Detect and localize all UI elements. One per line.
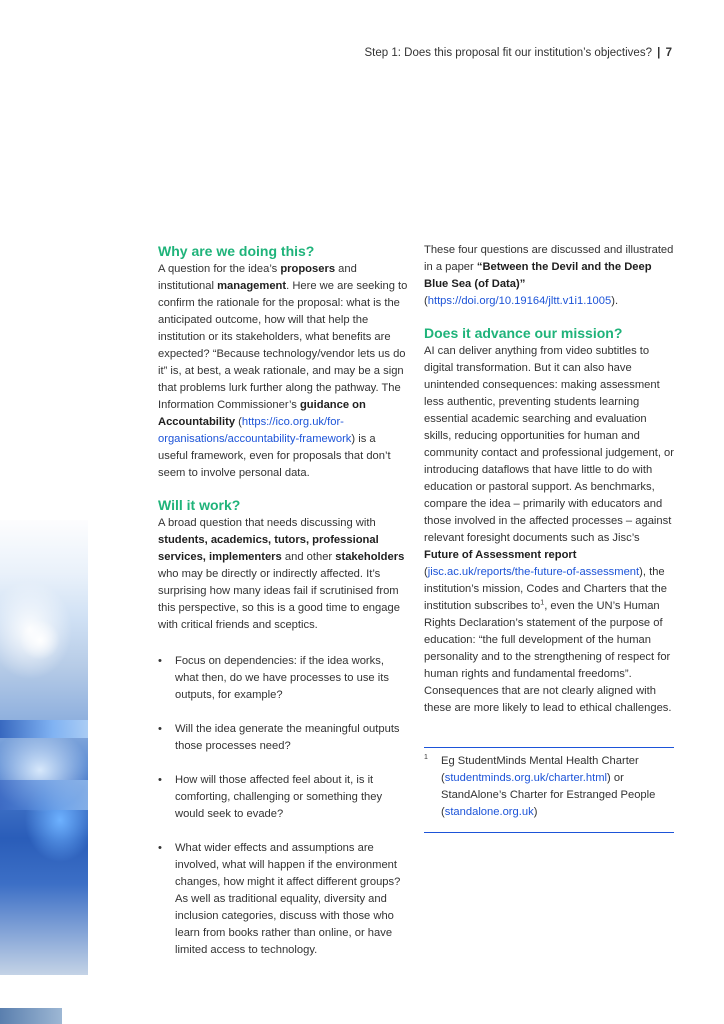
doi-link[interactable]: https://doi.org/10.19164/jltt.v1i1.1005 [427,295,612,307]
decorative-photo [0,520,88,975]
header-title: Step 1: Does this proposal fit our institution’s objectives? [364,47,652,59]
list-item: • Will the idea generate the meaningful outputs those processes need? [158,721,408,755]
footnote-text: Eg StudentMinds Mental Health Charter (studentminds.org.uk/charter.html) or StandAlone’s Charter for Estranged People (standalone.org.uk) [441,755,656,818]
why-paragraph: A question for the idea’s proposers and institutional management. Here we are seeking to confirm the rationale for the proposal: what is the anticipated outcome, how will that help the institution or its stakeholders, what benefits are expected? “Because technology/vendor lets us do it” is, at best, a weak rationale, and may be a sign that problems lurk further along the pathway. The Information Commissioner’s guidance on Accountability (https://ico.org.uk/for-organisations/accountability-framework) is a useful framework, even for proposals that don’t seem to involve personal data. [158,263,408,479]
mission-paragraph: AI can deliver anything from video subtitles to digital transformation. But it can also have unintended consequences: making assessment less authentic, preventing students learning essential academic searching and evaluation skills, reducing opportunities for human and community contact and professional judgement, or introducing dataflows that have little to do with education or pastoral support. As benchmarks, compare the idea – primarily with educators and those involved in the affected processes – against relevant foresight documents such as Jisc’s Future of Assessment report (jisc.ac.uk/reports/the-future-of-assessment), the institution’s mission, Codes and Charters that the institution subscribes $to^1$, even the UN’s Human Rights Declaration’s statement of the purpose of education: “the full development of the human personality and to the strengthening of respect for human rights and fundamental freedoms”. Consequences that are not clearly aligned with these are more likely to lead to ethical challenges. [424,345,674,714]
heading-will-it-work: Will it work? [158,497,241,513]
footnote-ref[interactable]: 1 [540,599,545,607]
footnote [424,747,674,833]
standalone-link[interactable]: standalone.org.uk [444,806,534,818]
question-list [158,653,408,959]
ico-link[interactable]: https://ico.org.uk/for-organisations/accountability-framework [158,416,352,445]
right-column [424,242,674,833]
heading-why: Why are we doing this? [158,243,315,259]
will-it-work-paragraph: A broad question that needs discussing with students, academics, tutors, professional services, implementers and other stakeholders who may be directly or indirectly affected. It’s surprising how many ideas fail if scrutinised from this perspective, so this is a good time to engage with critical friends and sceptics. [158,517,405,631]
list-item: • How will those affected feel about it, is it comforting, challenging or something they would seek to evade? [158,772,408,823]
decorative-photo-bottom [0,1008,62,1024]
header-separator: | [657,47,661,59]
jisc-link[interactable]: jisc.ac.uk/reports/the-future-of-assessment [427,566,640,578]
studentminds-link[interactable]: studentminds.org.uk/charter.html [444,772,608,784]
list-item: • What wider effects and assumptions are involved, what will happen if the environment changes, how might it affect different groups? As well as traditional equality, diversity and inclusion categories, discuss with those who learn from books rather than online, or have limited access to technology. [158,840,408,959]
footnote-number: 1 [424,754,428,761]
page-number: 7 [665,47,672,59]
intro-paragraph: These four questions are discussed and illustrated in a paper “Between the Devil and the Deep Blue Sea (of Data)” (https://doi.org/10.19164/jltt.v1i1.1005). [424,244,674,307]
list-item: • Focus on dependencies: if the idea works, what then, do we have processes to use its outputs, for example? [158,653,408,704]
page-header [365,47,672,59]
heading-mission: Does it advance our mission? [424,325,623,341]
left-column [158,242,408,976]
